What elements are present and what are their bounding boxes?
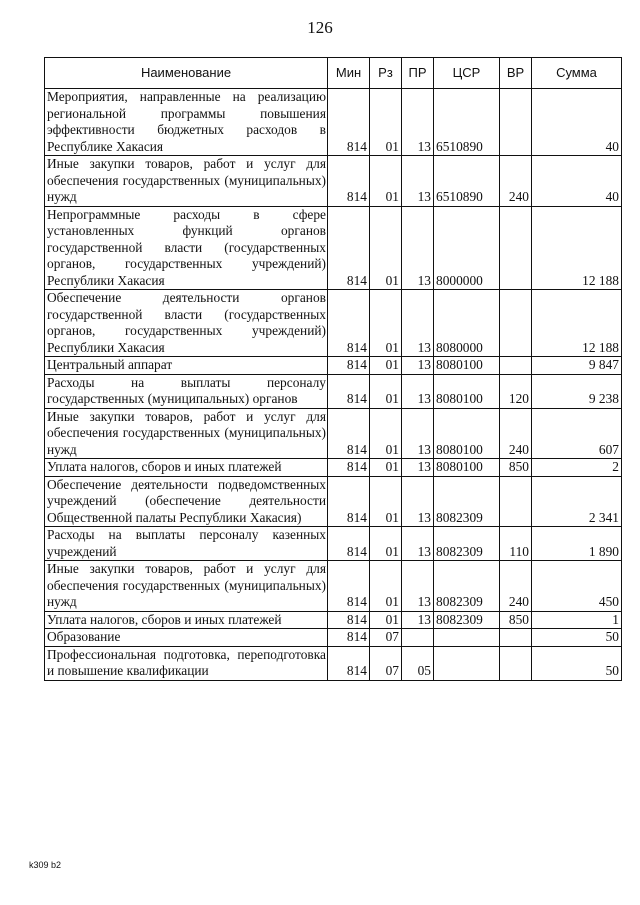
- cell-pr: 13: [402, 408, 434, 459]
- cell-vr: [500, 290, 532, 357]
- cell-min: 814: [328, 408, 370, 459]
- cell-name: Профессиональная подготовка, переподготовка и повышение квалификации: [45, 646, 328, 680]
- header-min: Мин: [328, 58, 370, 89]
- cell-sum: 607: [532, 408, 622, 459]
- cell-sum: 50: [532, 646, 622, 680]
- cell-vr: [500, 357, 532, 375]
- cell-rz: 07: [370, 629, 402, 647]
- table-row: [45, 459, 622, 477]
- cell-min: 814: [328, 646, 370, 680]
- cell-csr: 6510890: [434, 89, 500, 156]
- table-row: [45, 357, 622, 375]
- cell-pr: 13: [402, 374, 434, 408]
- cell-csr: 8082309: [434, 611, 500, 629]
- cell-pr: 13: [402, 611, 434, 629]
- cell-name: Обеспечение деятельности органов государственной власти (государственных органов, государственных учреждений) Республики Хакасия: [45, 290, 328, 357]
- cell-min: 814: [328, 357, 370, 375]
- cell-csr: 6510890: [434, 156, 500, 207]
- cell-rz: 01: [370, 156, 402, 207]
- cell-vr: [500, 89, 532, 156]
- cell-vr: 110: [500, 527, 532, 561]
- table-row: [45, 408, 622, 459]
- cell-min: 814: [328, 629, 370, 647]
- header-name: Наименование: [45, 58, 328, 89]
- cell-pr: 13: [402, 357, 434, 375]
- cell-sum: 40: [532, 89, 622, 156]
- cell-sum: 2: [532, 459, 622, 477]
- cell-rz: 01: [370, 527, 402, 561]
- cell-csr: 8080100: [434, 459, 500, 477]
- cell-min: 814: [328, 156, 370, 207]
- cell-min: 814: [328, 206, 370, 290]
- cell-name: Обеспечение деятельности подведомственных учреждений (обеспечение деятельности Общественной палаты Республики Хакасия): [45, 476, 328, 527]
- table-row: [45, 611, 622, 629]
- cell-vr: 850: [500, 611, 532, 629]
- cell-name: Центральный аппарат: [45, 357, 328, 375]
- cell-min: 814: [328, 459, 370, 477]
- cell-rz: 01: [370, 206, 402, 290]
- cell-name: Образование: [45, 629, 328, 647]
- cell-name: Мероприятия, направленные на реализацию региональной программы повышения эффективности бюджетных расходов в Республике Хакасия: [45, 89, 328, 156]
- cell-csr: 8080100: [434, 357, 500, 375]
- cell-min: 814: [328, 611, 370, 629]
- cell-name: Уплата налогов, сборов и иных платежей: [45, 611, 328, 629]
- cell-pr: 05: [402, 646, 434, 680]
- cell-rz: 01: [370, 476, 402, 527]
- cell-min: 814: [328, 374, 370, 408]
- cell-name: Расходы на выплаты персоналу казенных учреждений: [45, 527, 328, 561]
- cell-rz: 01: [370, 408, 402, 459]
- cell-name: Иные закупки товаров, работ и услуг для обеспечения государственных (муниципальных) нужд: [45, 156, 328, 207]
- cell-sum: 2 341: [532, 476, 622, 527]
- footer-code: k309 b2: [29, 860, 62, 870]
- cell-sum: 50: [532, 629, 622, 647]
- cell-min: 814: [328, 476, 370, 527]
- cell-csr: 8082309: [434, 476, 500, 527]
- cell-sum: 450: [532, 561, 622, 612]
- cell-csr: 8080100: [434, 408, 500, 459]
- cell-vr: [500, 206, 532, 290]
- cell-vr: [500, 646, 532, 680]
- cell-rz: 01: [370, 561, 402, 612]
- header-pr: ПР: [402, 58, 434, 89]
- cell-sum: 1 890: [532, 527, 622, 561]
- cell-sum: 9 238: [532, 374, 622, 408]
- table-row: [45, 561, 622, 612]
- cell-csr: 8080000: [434, 290, 500, 357]
- page-number: 126: [307, 18, 333, 37]
- header-sum: Сумма: [532, 58, 622, 89]
- table-row: [45, 646, 622, 680]
- cell-csr: 8082309: [434, 527, 500, 561]
- table-row: [45, 156, 622, 207]
- cell-pr: 13: [402, 206, 434, 290]
- cell-rz: 01: [370, 374, 402, 408]
- cell-sum: 12 188: [532, 290, 622, 357]
- table-header-row: [45, 58, 622, 89]
- cell-name: Расходы на выплаты персоналу государственных (муниципальных) органов: [45, 374, 328, 408]
- table-row: [45, 89, 622, 156]
- cell-rz: 01: [370, 290, 402, 357]
- cell-min: 814: [328, 527, 370, 561]
- cell-vr: 240: [500, 561, 532, 612]
- cell-pr: [402, 629, 434, 647]
- table-row: [45, 476, 622, 527]
- cell-sum: 9 847: [532, 357, 622, 375]
- cell-pr: 13: [402, 89, 434, 156]
- cell-pr: 13: [402, 156, 434, 207]
- cell-min: 814: [328, 89, 370, 156]
- cell-pr: 13: [402, 290, 434, 357]
- cell-name: Иные закупки товаров, работ и услуг для обеспечения государственных (муниципальных) нужд: [45, 408, 328, 459]
- table-row: [45, 290, 622, 357]
- header-vr: ВР: [500, 58, 532, 89]
- cell-vr: [500, 629, 532, 647]
- cell-sum: 1: [532, 611, 622, 629]
- cell-rz: 07: [370, 646, 402, 680]
- table-row: [45, 206, 622, 290]
- cell-csr: 8082309: [434, 561, 500, 612]
- cell-min: 814: [328, 561, 370, 612]
- header-rz: Рз: [370, 58, 402, 89]
- cell-rz: 01: [370, 459, 402, 477]
- cell-csr: [434, 646, 500, 680]
- cell-csr: [434, 629, 500, 647]
- cell-pr: 13: [402, 561, 434, 612]
- cell-vr: 240: [500, 408, 532, 459]
- table-row: [45, 527, 622, 561]
- cell-name: Уплата налогов, сборов и иных платежей: [45, 459, 328, 477]
- cell-pr: 13: [402, 476, 434, 527]
- cell-sum: 12 188: [532, 206, 622, 290]
- cell-csr: 8000000: [434, 206, 500, 290]
- cell-sum: 40: [532, 156, 622, 207]
- cell-vr: [500, 476, 532, 527]
- cell-rz: 01: [370, 611, 402, 629]
- cell-rz: 01: [370, 357, 402, 375]
- budget-table: [44, 57, 622, 681]
- cell-name: Иные закупки товаров, работ и услуг для обеспечения государственных (муниципальных) нужд: [45, 561, 328, 612]
- cell-rz: 01: [370, 89, 402, 156]
- cell-vr: 120: [500, 374, 532, 408]
- cell-min: 814: [328, 290, 370, 357]
- cell-csr: 8080100: [434, 374, 500, 408]
- cell-vr: 240: [500, 156, 532, 207]
- cell-name: Непрограммные расходы в сфере установленных функций органов государственной власти (государственных органов, государственных учреждений) Республики Хакасия: [45, 206, 328, 290]
- cell-pr: 13: [402, 527, 434, 561]
- table-row: [45, 374, 622, 408]
- header-csr: ЦСР: [434, 58, 500, 89]
- table-row: [45, 629, 622, 647]
- cell-pr: 13: [402, 459, 434, 477]
- cell-vr: 850: [500, 459, 532, 477]
